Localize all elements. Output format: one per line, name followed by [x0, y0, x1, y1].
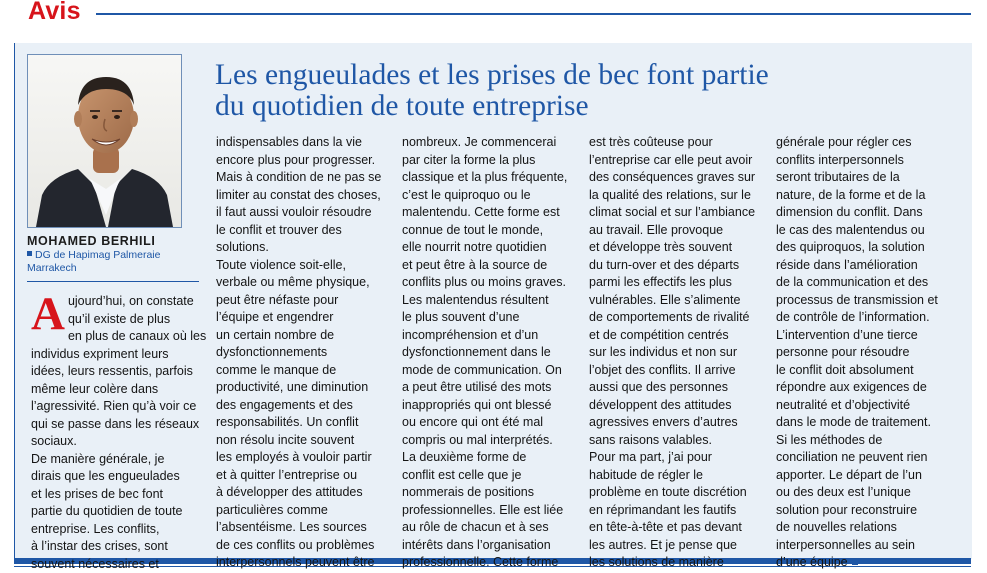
author-photo: [27, 54, 182, 228]
column-line: a peut être utilisé des mots: [402, 379, 577, 397]
intro-line: même leur colère dans: [31, 381, 206, 399]
column-line: le conflit et trouver des: [216, 222, 391, 240]
column-line: c’est le quiproquo ou le: [402, 187, 577, 205]
column-line: du turn-over et des départs: [589, 257, 764, 275]
column-line: conciliation ne peuvent rien: [776, 449, 961, 467]
column-line: professionnelles. Elle est liée: [402, 502, 577, 520]
intro-line: ujourd’hui, on constate: [31, 293, 206, 311]
intro-line: qu’il existe de plus: [31, 311, 206, 329]
column-line: la qualité des relations, sur le: [589, 187, 764, 205]
column-line: au rôle de chacun et à ses: [402, 519, 577, 537]
column-line: les solutions de manière: [589, 554, 764, 572]
column-line: les autres. Et je pense que: [589, 537, 764, 555]
column-line: et développe très souvent: [589, 239, 764, 257]
column-line: d’une équipe: [776, 554, 961, 572]
column-line: Mais à condition de ne pas se: [216, 169, 391, 187]
intro-line: qui se passe dans les réseaux: [31, 416, 206, 434]
column-line: conflits interpersonnels: [776, 152, 961, 170]
column-line: apporter. Le départ de l’un: [776, 467, 961, 485]
headline-line-1: Les engueulades et les prises de bec font partie: [215, 59, 769, 91]
intro-column: [31, 293, 206, 573]
column-line: le cas des malentendus ou: [776, 222, 961, 240]
column-line: aussi que des personnes: [589, 379, 764, 397]
column-line: de ces conflits ou problèmes: [216, 537, 391, 555]
column-line: l’équipe et engendrer: [216, 309, 391, 327]
column-line: de comportements de rivalité: [589, 309, 764, 327]
column-line: comme le manque de: [216, 362, 391, 380]
column-line: réside dans l’amélioration: [776, 257, 961, 275]
column-line: de la communication et des: [776, 274, 961, 292]
column-line: et à quitter l’entreprise ou: [216, 467, 391, 485]
column-line: particulières comme: [216, 502, 391, 520]
column-line: classique et la plus fréquente,: [402, 169, 577, 187]
column-line: climat social et sur l’ambiance: [589, 204, 764, 222]
column-line: il faut aussi vouloir résoudre: [216, 204, 391, 222]
column-line: ou des deux est l’unique: [776, 484, 961, 502]
text-column-3: [589, 134, 764, 572]
column-line: sans raisons valables.: [589, 432, 764, 450]
column-line: personne pour résoudre: [776, 344, 961, 362]
column-line: dans le mode de traitement.: [776, 414, 961, 432]
column-line: agressives envers d’autres: [589, 414, 764, 432]
column-line: connue de tout le monde,: [402, 222, 577, 240]
end-of-article-icon: [852, 559, 858, 565]
headline-line-2: du quotidien de toute entreprise: [215, 90, 589, 122]
column-line: des engagements et des: [216, 397, 391, 415]
intro-line: l’agressivité. Rien qu’à voir ce: [31, 398, 206, 416]
author-role-line-2: Marrakech: [27, 262, 77, 274]
column-line: inappropriés qui ont blessé: [402, 397, 577, 415]
column-line: habitude de régler le: [589, 467, 764, 485]
top-rule: [96, 13, 971, 15]
column-line: générale pour régler ces: [776, 134, 961, 152]
column-line: conflit est celle que je: [402, 467, 577, 485]
column-line: sur les individus et non sur: [589, 344, 764, 362]
column-line: par citer la forme la plus: [402, 152, 577, 170]
column-line: Si les méthodes de: [776, 432, 961, 450]
column-line: Les malentendus résultent: [402, 292, 577, 310]
intro-line: à l’instar des crises, sont: [31, 538, 206, 556]
column-line: des conséquences graves sur: [589, 169, 764, 187]
column-line: productivité, une diminution: [216, 379, 391, 397]
column-line: indispensables dans la vie: [216, 134, 391, 152]
intro-line: sociaux.: [31, 433, 206, 451]
column-line: nombreux. Je commencerai: [402, 134, 577, 152]
column-line: le plus souvent d’une: [402, 309, 577, 327]
column-line: malentendu. Cette forme est: [402, 204, 577, 222]
column-line: processus de transmission et: [776, 292, 961, 310]
column-line: le conflit doit absolument: [776, 362, 961, 380]
column-line: est très coûteuse pour: [589, 134, 764, 152]
intro-line: entreprise. Les conflits,: [31, 521, 206, 539]
intro-line: dirais que les engueulades: [31, 468, 206, 486]
column-line: en tête-à-tête et pas devant: [589, 519, 764, 537]
intro-line: idées, leurs ressentis, parfois: [31, 363, 206, 381]
author-separator: [27, 281, 199, 282]
column-line: un certain nombre de: [216, 327, 391, 345]
section-rubric: Avis: [28, 0, 81, 26]
column-line: dysfonctionnements: [216, 344, 391, 362]
author-name: MOHAMED BERHILI: [27, 234, 155, 248]
drop-cap: A: [31, 296, 65, 332]
column-line: encore plus pour progresser.: [216, 152, 391, 170]
author-portrait-image: [28, 55, 181, 227]
column-line: de contrôle de l’information.: [776, 309, 961, 327]
author-role: [27, 249, 192, 275]
column-line: à développer des attitudes: [216, 484, 391, 502]
column-line: interpersonnels peuvent être: [216, 554, 391, 572]
column-line: dimension du conflit. Dans: [776, 204, 961, 222]
column-line: seront tributaires de la: [776, 169, 961, 187]
text-column-1: [216, 134, 391, 572]
column-line: professionnelle. Cette forme: [402, 554, 577, 572]
column-line: de nouvelles relations: [776, 519, 961, 537]
column-line: développent des attitudes: [589, 397, 764, 415]
column-line: les employés à vouloir partir: [216, 449, 391, 467]
column-line: elle nourrit notre quotidien: [402, 239, 577, 257]
column-line: Toute violence soit-elle,: [216, 257, 391, 275]
column-line: Pour ma part, j’ai pour: [589, 449, 764, 467]
column-line: nommerais de positions: [402, 484, 577, 502]
column-line: L’intervention d’une tierce: [776, 327, 961, 345]
column-line: conflits plus ou moins graves.: [402, 274, 577, 292]
column-line: dysfonctionnement dans le: [402, 344, 577, 362]
column-line: des quiproquos, la solution: [776, 239, 961, 257]
intro-line: en plus de canaux où les: [31, 328, 206, 346]
bullet-square-icon: [27, 251, 32, 256]
column-line: problème en toute discrétion: [589, 484, 764, 502]
column-line: verbale ou même physique,: [216, 274, 391, 292]
column-line: répondre aux exigences de: [776, 379, 961, 397]
column-line: nature, de la forme et de la: [776, 187, 961, 205]
column-line: intérêts dans l’organisation: [402, 537, 577, 555]
column-line: vulnérables. Elle s’alimente: [589, 292, 764, 310]
column-line: et peut être à la source de: [402, 257, 577, 275]
intro-line: souvent nécessaires et: [31, 556, 206, 573]
column-line: l’entreprise car elle peut avoir: [589, 152, 764, 170]
column-line: responsabilités. Un conflit: [216, 414, 391, 432]
column-line: solution pour reconstruire: [776, 502, 961, 520]
column-line: en réprimandant les fautifs: [589, 502, 764, 520]
article-headline: [215, 60, 955, 122]
intro-line: individus expriment leurs: [31, 346, 206, 364]
column-line: compris ou mal interprétés.: [402, 432, 577, 450]
column-line: mode de communication. On: [402, 362, 577, 380]
intro-line: De manière générale, je: [31, 451, 206, 469]
column-line: solutions.: [216, 239, 391, 257]
column-line: peut être néfaste pour: [216, 292, 391, 310]
intro-line: et les prises de bec font: [31, 486, 206, 504]
text-column-2: [402, 134, 577, 572]
text-column-4: [776, 134, 961, 572]
column-line: et de compétition centrés: [589, 327, 764, 345]
author-role-line-1: DG de Hapimag Palmeraie: [35, 249, 160, 261]
column-line: parmi les effectifs les plus: [589, 274, 764, 292]
column-line: l’absentéisme. Les sources: [216, 519, 391, 537]
column-line: incompréhension et d’un: [402, 327, 577, 345]
column-line: neutralité et d’objectivité: [776, 397, 961, 415]
intro-line: partie du quotidien de toute: [31, 503, 206, 521]
column-line: au travail. Elle provoque: [589, 222, 764, 240]
column-line: interpersonnelles au sein: [776, 537, 961, 555]
column-line: l’objet des conflits. Il arrive: [589, 362, 764, 380]
column-line: ou encore qui ont été mal: [402, 414, 577, 432]
column-line: limiter au constat des choses,: [216, 187, 391, 205]
column-line: La deuxième forme de: [402, 449, 577, 467]
column-line: non résolu incite souvent: [216, 432, 391, 450]
